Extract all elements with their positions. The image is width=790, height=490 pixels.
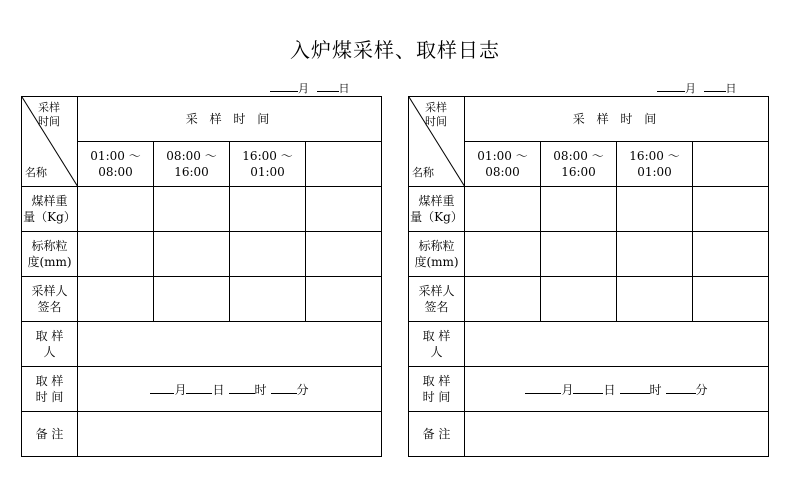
- take-time-line[interactable]: 月 日 时 分: [465, 367, 769, 412]
- sampling-time-header: 采 样 时 间: [78, 97, 382, 142]
- input-cell[interactable]: [230, 232, 306, 277]
- corner-diagonal-cell: [22, 97, 78, 187]
- row-label-sample-taker: 取 样 人: [22, 322, 78, 367]
- take-time-line[interactable]: 月 日 时 分: [78, 367, 382, 412]
- sample-taker-input[interactable]: [78, 322, 382, 367]
- row-label-sampler-signature: 采样人 签名: [409, 277, 465, 322]
- time-slot-1: 01:00 ～ 08:00: [465, 142, 541, 187]
- row-label-take-time: 取 样 时 间: [22, 367, 78, 412]
- time-slot-2: 08:00 ～ 16:00: [541, 142, 617, 187]
- input-cell[interactable]: [541, 277, 617, 322]
- input-cell[interactable]: [78, 187, 154, 232]
- row-label-remarks: 备 注: [409, 412, 465, 457]
- day-blank[interactable]: [704, 80, 726, 92]
- input-cell[interactable]: [78, 277, 154, 322]
- corner-label-time: 采样 时间: [38, 101, 60, 128]
- corner-diagonal-cell: [409, 97, 465, 187]
- input-cell[interactable]: [154, 232, 230, 277]
- input-cell[interactable]: [465, 232, 541, 277]
- day-label: 日: [725, 82, 737, 95]
- row-label-sample-taker: 取 样 人: [409, 322, 465, 367]
- input-cell[interactable]: [154, 277, 230, 322]
- input-cell[interactable]: [154, 187, 230, 232]
- month-blank[interactable]: [657, 80, 685, 92]
- input-cell[interactable]: [78, 232, 154, 277]
- row-label-nominal-size: 标称粒 度(mm): [22, 232, 78, 277]
- remarks-input[interactable]: [78, 412, 382, 457]
- input-cell[interactable]: [306, 232, 382, 277]
- input-cell[interactable]: [693, 187, 769, 232]
- time-slot-3: 16:00 ～ 01:00: [617, 142, 693, 187]
- corner-label-name: 名称: [25, 166, 47, 179]
- input-cell[interactable]: [541, 232, 617, 277]
- sampling-time-header: 采 样 时 间: [465, 97, 769, 142]
- row-label-remarks: 备 注: [22, 412, 78, 457]
- time-slot-1: 01:00 ～ 08:00: [78, 142, 154, 187]
- row-label-coal-weight: 煤样重 量（Kg）: [409, 187, 465, 232]
- row-label-sampler-signature: 采样人 签名: [22, 277, 78, 322]
- page-title: 入炉煤采样、取样日志: [290, 38, 500, 62]
- input-cell[interactable]: [693, 232, 769, 277]
- time-slot-2: 08:00 ～ 16:00: [154, 142, 230, 187]
- input-cell[interactable]: [465, 277, 541, 322]
- date-header-left: [270, 80, 350, 96]
- corner-label-time: 采样 时间: [425, 101, 447, 128]
- log-table-right: [408, 96, 769, 457]
- input-cell[interactable]: [230, 187, 306, 232]
- month-blank[interactable]: [270, 80, 298, 92]
- day-label: 日: [338, 82, 350, 95]
- input-cell[interactable]: [541, 187, 617, 232]
- row-label-nominal-size: 标称粒 度(mm): [409, 232, 465, 277]
- month-label: 月: [685, 82, 696, 95]
- date-header-right: [657, 80, 737, 96]
- input-cell[interactable]: [617, 187, 693, 232]
- input-cell[interactable]: [306, 187, 382, 232]
- remarks-input[interactable]: [465, 412, 769, 457]
- input-cell[interactable]: [230, 277, 306, 322]
- input-cell[interactable]: [693, 277, 769, 322]
- time-slot-3: 16:00 ～ 01:00: [230, 142, 306, 187]
- row-label-coal-weight: 煤样重 量（Kg）: [22, 187, 78, 232]
- sample-taker-input[interactable]: [465, 322, 769, 367]
- log-table-left: [21, 96, 382, 457]
- input-cell[interactable]: [306, 277, 382, 322]
- day-blank[interactable]: [317, 80, 339, 92]
- time-slot-blank[interactable]: [306, 142, 382, 187]
- month-label: 月: [298, 82, 309, 95]
- input-cell[interactable]: [465, 187, 541, 232]
- input-cell[interactable]: [617, 277, 693, 322]
- input-cell[interactable]: [617, 232, 693, 277]
- corner-label-name: 名称: [412, 166, 434, 179]
- time-slot-blank[interactable]: [693, 142, 769, 187]
- row-label-take-time: 取 样 时 间: [409, 367, 465, 412]
